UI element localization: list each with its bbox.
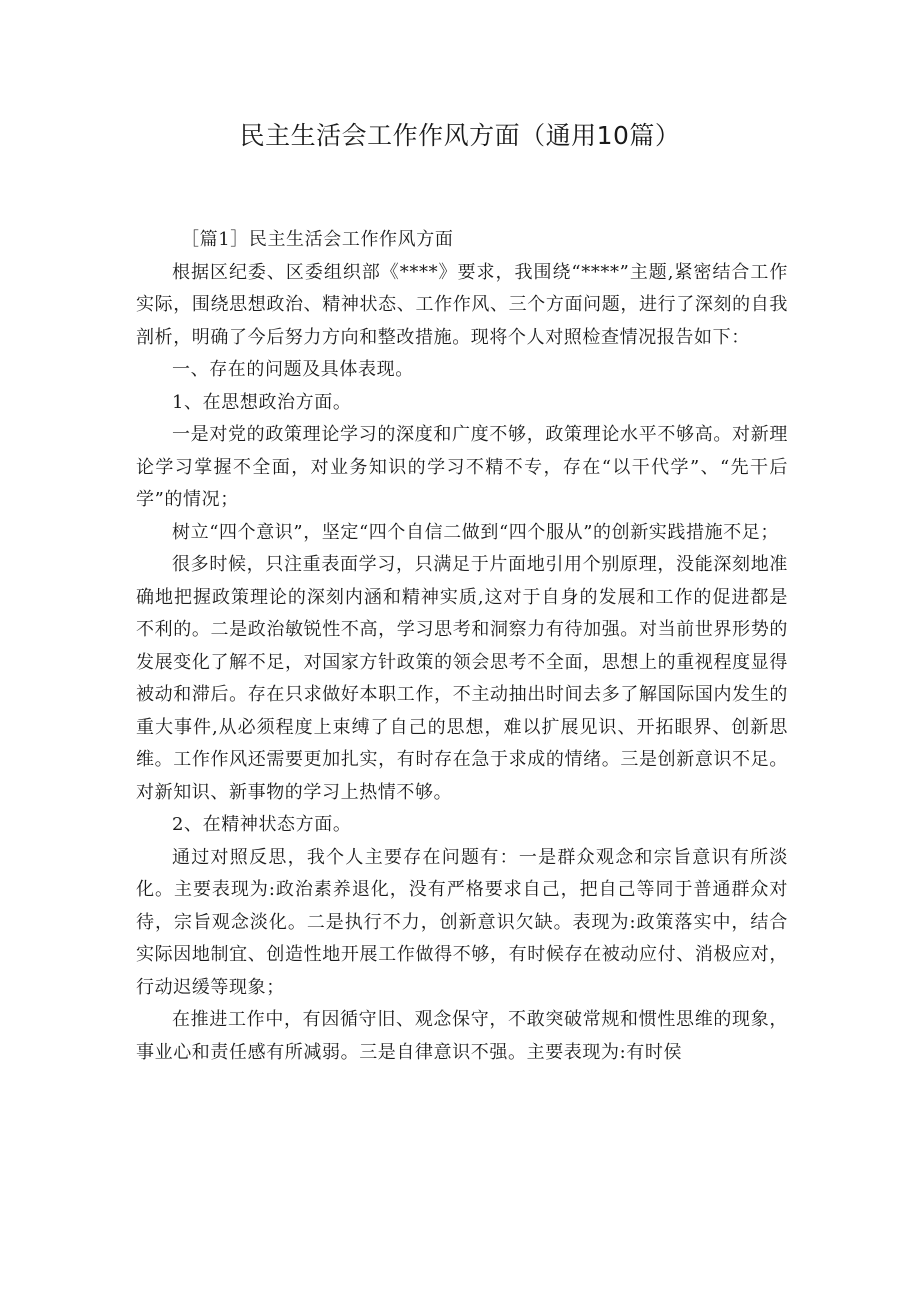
- section-heading: ［篇1］民主生活会工作作风方面: [181, 229, 454, 250]
- document-body: [136, 224, 788, 1069]
- paragraph: 一是对党的政策理论学习的深度和广度不够，政策理论水平不够高。对新理论学习掌握不全面，对业务知识的学习不精不专，存在“以干代学”、“先干后学”的情况；: [136, 424, 788, 510]
- paragraph: 很多时候，只注重表面学习，只满足于片面地引用个别原理，没能深刻地准确地把握政策理论的深刻内涵和精神实质,这对于自身的发展和工作的促进都是不利的。二是政治敏锐性不高，学习思考和洞察力有待加强。对当前世界形势的发展变化了解不足，对国家方针政策的领会思考不全面，思想上的重视程度显得被动和滞后。存在只求做好本职工作，不主动抽出时间去多了解国际国内发生的重大事件,从必须程度上束缚了自己的思想，难以扩展见识、开拓眼界、创新思维。工作作风还需要更加扎实，有时存在急于求成的情绪。三是创新意识不足。对新知识、新事物的学习上热情不够。: [136, 554, 788, 803]
- document-title: 民主生活会工作作风方面（通用10篇）: [239, 121, 681, 150]
- paragraph: 1、在思想政治方面。: [172, 391, 352, 413]
- paragraph: 根据区纪委、区委组织部《****》要求，我围绕“****”主题,紧密结合工作实际，围绕思想政治、精神状态、工作作风、三个方面问题，进行了深刻的自我剖析，明确了今后努力方向和整改措施。现将个人对照检查情况报告如下：: [136, 261, 788, 348]
- paragraph: 通过对照反思，我个人主要存在问题有：一是群众观念和宗旨意识有所淡化。主要表现为:政治素养退化，没有严格要求自己，把自己等同于普通群众对待，宗旨观念淡化。二是执行不力，创新意识欠缺。表现为:政策落实中，结合实际因地制宜、创造性地开展工作做得不够，有时候存在被动应付、消极应对，行动迟缓等现象；: [136, 846, 788, 998]
- paragraph: 树立“四个意识”，坚定“四个自信二做到“四个服从”的创新实践措施不足；: [172, 521, 780, 543]
- paragraph: 2、在精神状态方面。: [172, 814, 352, 835]
- paragraph: 一、存在的问题及具体表现。: [172, 359, 414, 380]
- paragraph: 在推进工作中，有因循守旧、观念保守，不敢突破常规和惯性思维的现象，事业心和责任感有所减弱。三是自律意识不强。主要表现为:有时侯: [136, 1009, 788, 1063]
